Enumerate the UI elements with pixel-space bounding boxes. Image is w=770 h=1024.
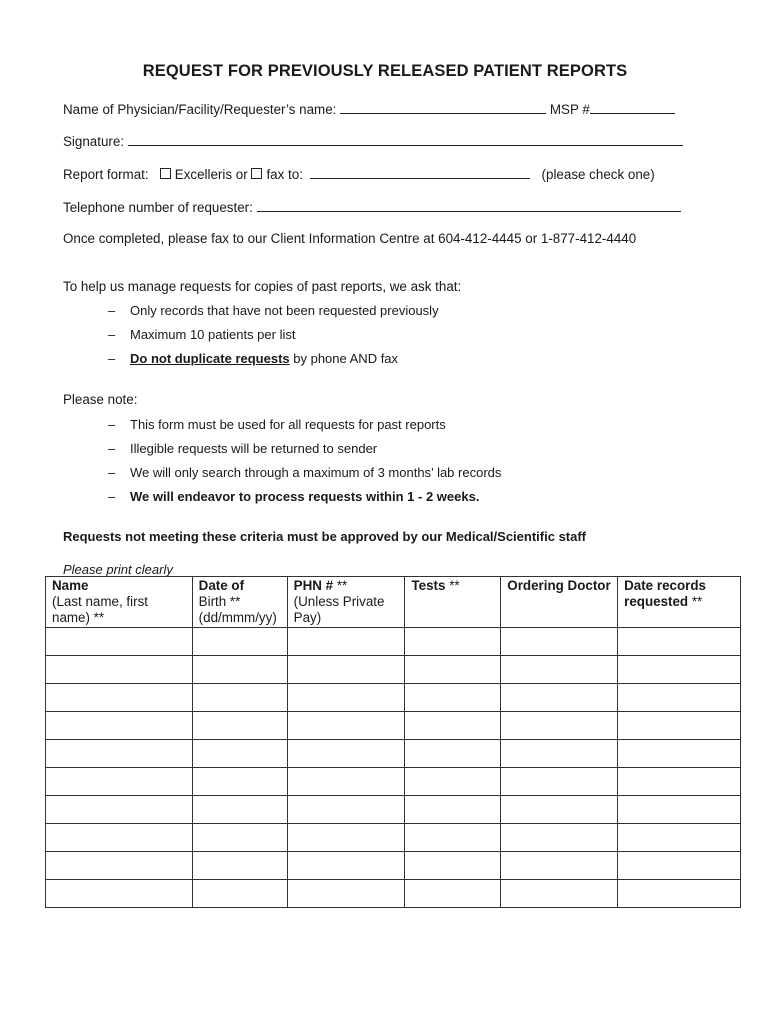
table-cell-input[interactable] <box>287 684 405 712</box>
notes-list <box>108 417 501 513</box>
table-cell-input[interactable] <box>501 684 618 712</box>
list-item-text: Maximum 10 patients per list <box>130 327 296 342</box>
table-cell-input[interactable] <box>618 712 741 740</box>
table-cell-input[interactable] <box>287 628 405 656</box>
dash-mark: – <box>108 327 116 342</box>
table-body <box>46 628 741 908</box>
table-row <box>46 852 741 880</box>
list-item <box>108 327 439 351</box>
header-tests <box>405 577 501 628</box>
table-cell-input[interactable] <box>46 628 193 656</box>
list-item-text: This form must be used for all requests for past reports <box>130 417 446 432</box>
list-item <box>108 417 501 441</box>
table-cell-input[interactable] <box>192 684 287 712</box>
fax-number-field[interactable] <box>310 166 530 179</box>
table-row <box>46 712 741 740</box>
table-cell-input[interactable] <box>46 796 193 824</box>
requests-list <box>108 303 439 375</box>
table-cell-input[interactable] <box>501 880 618 908</box>
table-cell-input[interactable] <box>192 712 287 740</box>
page-title: REQUEST FOR PREVIOUSLY RELEASED PATIENT REPORTS <box>142 62 628 80</box>
table-cell-input[interactable] <box>287 768 405 796</box>
table-cell-input[interactable] <box>501 824 618 852</box>
criteria-note: Requests not meeting these criteria must be approved by our Medical/Scientific staff <box>63 529 587 544</box>
signature-field[interactable] <box>128 133 683 146</box>
table-cell-input[interactable] <box>287 824 405 852</box>
list-item <box>108 303 439 327</box>
table-cell-input[interactable] <box>618 684 741 712</box>
table-row <box>46 796 741 824</box>
excelleris-checkbox[interactable] <box>160 168 171 179</box>
header-sub: ** <box>691 594 703 609</box>
table-row <box>46 824 741 852</box>
header-sub: (Last name, first name) ** <box>52 594 148 625</box>
list-item <box>108 465 501 489</box>
table-cell-input[interactable] <box>405 824 501 852</box>
header-bold: Name <box>52 578 89 593</box>
header-bold: Ordering Doctor <box>507 578 611 593</box>
table-cell-input[interactable] <box>405 768 501 796</box>
table-cell-input[interactable] <box>192 656 287 684</box>
telephone-field[interactable] <box>257 199 681 212</box>
table-cell-input[interactable] <box>192 740 287 768</box>
table-cell-input[interactable] <box>618 880 741 908</box>
list-item-text: We will only search through a maximum of 3 months’ lab records <box>130 465 502 480</box>
table-cell-input[interactable] <box>405 880 501 908</box>
table-cell-input[interactable] <box>287 712 405 740</box>
requests-intro: To help us manage requests for copies of past reports, we ask that: <box>63 279 462 294</box>
header-sub: ** (Unless Private Pay) <box>293 578 385 625</box>
header-sub: ** <box>449 578 460 593</box>
telephone-label: Telephone number of requester: <box>63 200 253 215</box>
table-header-row <box>46 577 741 628</box>
table-cell-input[interactable] <box>618 824 741 852</box>
header-bold: Date of <box>198 578 245 593</box>
table-cell-input[interactable] <box>501 768 618 796</box>
table-cell-input[interactable] <box>46 852 193 880</box>
msp-field[interactable] <box>590 101 675 114</box>
list-item <box>108 441 501 465</box>
table-cell-input[interactable] <box>192 824 287 852</box>
list-item-text: Illegible requests will be returned to sender <box>130 441 378 456</box>
table-cell-input[interactable] <box>405 796 501 824</box>
table-cell-input[interactable] <box>501 852 618 880</box>
table-cell-input[interactable] <box>501 740 618 768</box>
table-row <box>46 656 741 684</box>
table-row <box>46 628 741 656</box>
table-cell-input[interactable] <box>618 656 741 684</box>
dash-mark: – <box>108 351 116 366</box>
header-dob <box>192 577 287 628</box>
fax-instruction: Once completed, please fax to our Client Information Centre at 604-412-4445 or 1-877-412-4440 <box>63 231 637 246</box>
table-cell-input[interactable] <box>46 712 193 740</box>
table-row <box>46 768 741 796</box>
table-cell-input[interactable] <box>405 656 501 684</box>
dash-mark: – <box>108 303 116 318</box>
list-item-text: Only records that have not been requested previously <box>130 303 439 318</box>
table-cell-input[interactable] <box>618 740 741 768</box>
list-item <box>108 489 501 513</box>
table-cell-input[interactable] <box>192 880 287 908</box>
table-cell-input[interactable] <box>501 712 618 740</box>
table-cell-input[interactable] <box>501 656 618 684</box>
format-note: (please check one) <box>541 167 655 182</box>
table-cell-input[interactable] <box>287 740 405 768</box>
physician-field[interactable] <box>340 101 546 114</box>
table-cell-input[interactable] <box>405 684 501 712</box>
table-cell-input[interactable] <box>46 740 193 768</box>
table-cell-input[interactable] <box>405 740 501 768</box>
list-item-text: by phone AND fax <box>289 351 399 366</box>
table-cell-input[interactable] <box>618 796 741 824</box>
msp-label: MSP # <box>549 102 590 117</box>
fax-label: fax to: <box>266 167 303 182</box>
table-cell-input[interactable] <box>46 656 193 684</box>
table-cell-input[interactable] <box>501 796 618 824</box>
dash-mark: – <box>108 489 116 504</box>
table-cell-input[interactable] <box>46 824 193 852</box>
dash-mark: – <box>108 465 116 480</box>
table-row <box>46 684 741 712</box>
header-bold: Date records requested <box>624 578 706 609</box>
list-item <box>108 351 439 375</box>
patient-table <box>45 576 741 908</box>
table-cell-input[interactable] <box>287 880 405 908</box>
list-item-bold-text: Do not duplicate requests <box>130 351 290 366</box>
table-cell-input[interactable] <box>46 684 193 712</box>
header-bold: Tests <box>411 578 446 593</box>
header-bold: PHN # <box>293 578 334 593</box>
table-cell-input[interactable] <box>618 768 741 796</box>
signature-label: Signature: <box>63 134 125 149</box>
note-intro: Please note: <box>63 392 138 407</box>
format-line <box>63 166 655 183</box>
table-cell-input[interactable] <box>618 852 741 880</box>
table-cell-input[interactable] <box>287 656 405 684</box>
signature-line <box>63 133 683 150</box>
table-cell-input[interactable] <box>192 796 287 824</box>
table-cell-input[interactable] <box>287 796 405 824</box>
table-cell-input[interactable] <box>618 628 741 656</box>
table-cell-input[interactable] <box>405 712 501 740</box>
physician-label: Name of Physician/Facility/Requester’s name: <box>63 102 337 117</box>
table-cell-input[interactable] <box>192 628 287 656</box>
header-phn <box>287 577 405 628</box>
table-row <box>46 880 741 908</box>
dash-mark: – <box>108 417 116 432</box>
table-cell-input[interactable] <box>192 852 287 880</box>
format-label: Report format: <box>63 167 149 182</box>
telephone-line <box>63 199 681 216</box>
dash-mark: – <box>108 441 116 456</box>
print-note: Please print clearly <box>63 562 173 577</box>
header-doctor <box>501 577 618 628</box>
table-cell-input[interactable] <box>405 628 501 656</box>
table-cell-input[interactable] <box>287 852 405 880</box>
table-row <box>46 740 741 768</box>
table-cell-input[interactable] <box>405 852 501 880</box>
table-cell-input[interactable] <box>46 768 193 796</box>
fax-checkbox[interactable] <box>251 168 262 179</box>
table-cell-input[interactable] <box>501 628 618 656</box>
header-name <box>46 577 193 628</box>
table-cell-input[interactable] <box>46 880 193 908</box>
excelleris-label: Excelleris or <box>174 167 248 182</box>
table-cell-input[interactable] <box>192 768 287 796</box>
header-date-requested <box>618 577 741 628</box>
header-sub: Birth ** (dd/mmm/yy) <box>198 594 277 625</box>
list-item-bold-text: We will endeavor to process requests within 1 - 2 weeks. <box>130 489 480 504</box>
physician-line <box>63 101 675 118</box>
